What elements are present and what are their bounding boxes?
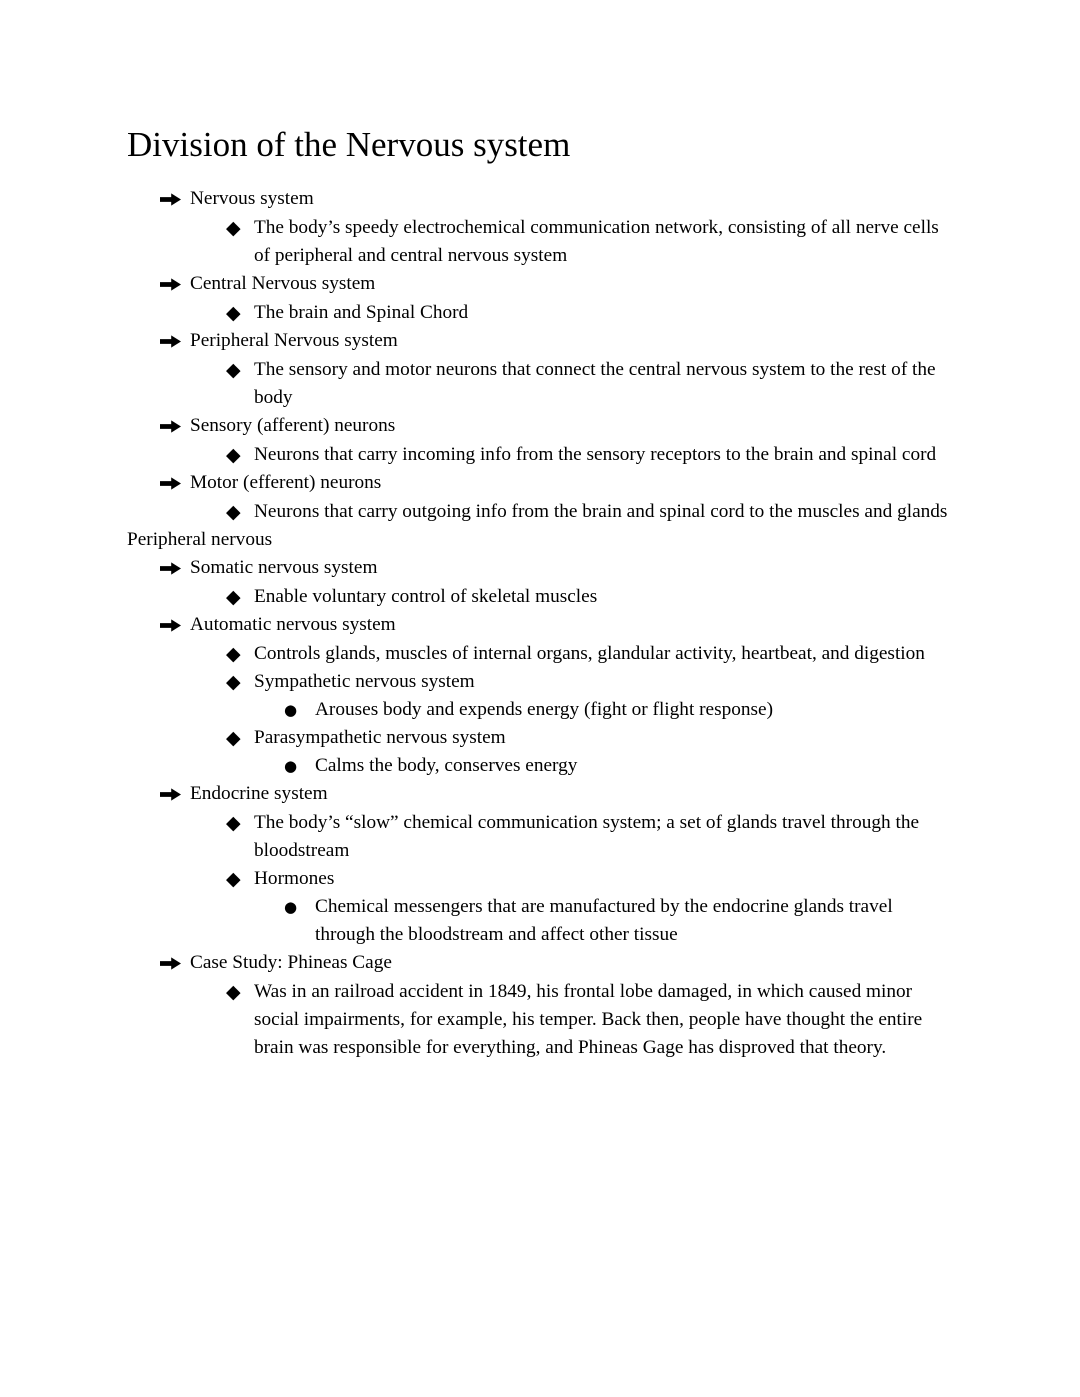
arrow-bullet-icon: [160, 554, 190, 583]
bullet-list: [127, 185, 953, 1062]
list-item: [127, 949, 953, 978]
list-item-text: Enable voluntary control of skeletal muscles: [254, 586, 598, 607]
list-item-text: Central Nervous system: [190, 273, 376, 294]
diamond-bullet-icon: ◆: [226, 217, 241, 239]
list-item-text: Parasympathetic nervous system: [254, 727, 506, 748]
list-item-text: Peripheral Nervous system: [190, 330, 398, 351]
arrow-bullet-icon: [160, 185, 190, 214]
list-item: [127, 640, 953, 668]
arrow-bullet-icon: [160, 949, 190, 978]
list-item: [127, 724, 953, 752]
list-item: [127, 809, 953, 865]
diamond-bullet-icon: ◆: [226, 727, 241, 749]
list-item-text: The body’s “slow” chemical communication system; a set of glands travel through the bloodstream: [254, 812, 920, 861]
list-item: [127, 780, 953, 809]
list-item: [127, 469, 953, 498]
list-item: [127, 412, 953, 441]
list-item-text: Endocrine system: [190, 783, 328, 804]
list-item-text: Sensory (afferent) neurons: [190, 415, 396, 436]
arrow-bullet-icon: [160, 780, 190, 809]
list-item: [127, 696, 953, 724]
list-item: [127, 498, 953, 526]
list-item-text: The brain and Spinal Chord: [254, 302, 469, 323]
list-item: [127, 583, 953, 611]
list-item-text: The sensory and motor neurons that connect the central nervous system to the rest of the body: [254, 359, 936, 408]
list-item-text: Automatic nervous system: [190, 614, 396, 635]
list-item-text: Somatic nervous system: [190, 557, 378, 578]
list-item-text: Arouses body and expends energy (fight or flight response): [315, 699, 774, 720]
list-item-text: Motor (efferent) neurons: [190, 472, 382, 493]
list-item: [127, 978, 953, 1062]
arrow-bullet-icon: [160, 469, 190, 498]
list-item: [127, 752, 953, 780]
diamond-bullet-icon: ◆: [226, 981, 241, 1003]
list-item: [127, 214, 953, 270]
list-item-text: Chemical messengers that are manufactured by the endocrine glands travel through the bloodstream and affect other tissue: [315, 896, 893, 945]
list-item-text: Peripheral nervous: [127, 529, 273, 550]
diamond-bullet-icon: ◆: [226, 501, 241, 523]
circle-bullet-icon: ●: [284, 757, 298, 775]
list-item-text: Neurons that carry incoming info from the sensory receptors to the brain and spinal cord: [254, 444, 937, 465]
list-item: [127, 299, 953, 327]
list-item-text: Sympathetic nervous system: [254, 671, 475, 692]
diamond-bullet-icon: ◆: [226, 643, 241, 665]
diamond-bullet-icon: ◆: [226, 586, 241, 608]
arrow-bullet-icon: [160, 270, 190, 299]
paragraph-line: [127, 526, 953, 554]
list-item: [127, 865, 953, 893]
circle-bullet-icon: ●: [284, 898, 298, 916]
diamond-bullet-icon: ◆: [226, 812, 241, 834]
arrow-bullet-icon: [160, 327, 190, 356]
list-item: [127, 356, 953, 412]
list-item-text: Neurons that carry outgoing info from the brain and spinal cord to the muscles and glands: [254, 501, 948, 522]
circle-bullet-icon: ●: [284, 701, 298, 719]
list-item-text: Controls glands, muscles of internal organs, glandular activity, heartbeat, and digestion: [254, 643, 925, 664]
list-item: [127, 327, 953, 356]
list-item-text: Was in an railroad accident in 1849, his frontal lobe damaged, in which caused minor social impairments, for example, his temper. Back then, people have thought the entire brain was responsible for everything, and Phineas Gage has disproved that theory.: [254, 981, 923, 1058]
list-item-text: Nervous system: [190, 188, 314, 209]
diamond-bullet-icon: ◆: [226, 444, 241, 466]
list-item-text: Case Study: Phineas Cage: [190, 952, 392, 973]
list-item-text: Hormones: [254, 868, 335, 889]
arrow-bullet-icon: [160, 611, 190, 640]
list-item: [127, 185, 953, 214]
list-item: [127, 441, 953, 469]
diamond-bullet-icon: ◆: [226, 302, 241, 324]
list-item: [127, 554, 953, 583]
list-item-text: Calms the body, conserves energy: [315, 755, 578, 776]
list-item: [127, 270, 953, 299]
arrow-bullet-icon: [160, 412, 190, 441]
diamond-bullet-icon: ◆: [226, 868, 241, 890]
diamond-bullet-icon: ◆: [226, 359, 241, 381]
list-item: [127, 893, 953, 949]
document-title: Division of the Nervous system: [127, 125, 571, 164]
list-item: [127, 611, 953, 640]
list-item-text: The body’s speedy electrochemical communication network, consisting of all nerve cells of peripheral and central nervous system: [254, 217, 939, 266]
list-item: [127, 668, 953, 696]
diamond-bullet-icon: ◆: [226, 671, 241, 693]
